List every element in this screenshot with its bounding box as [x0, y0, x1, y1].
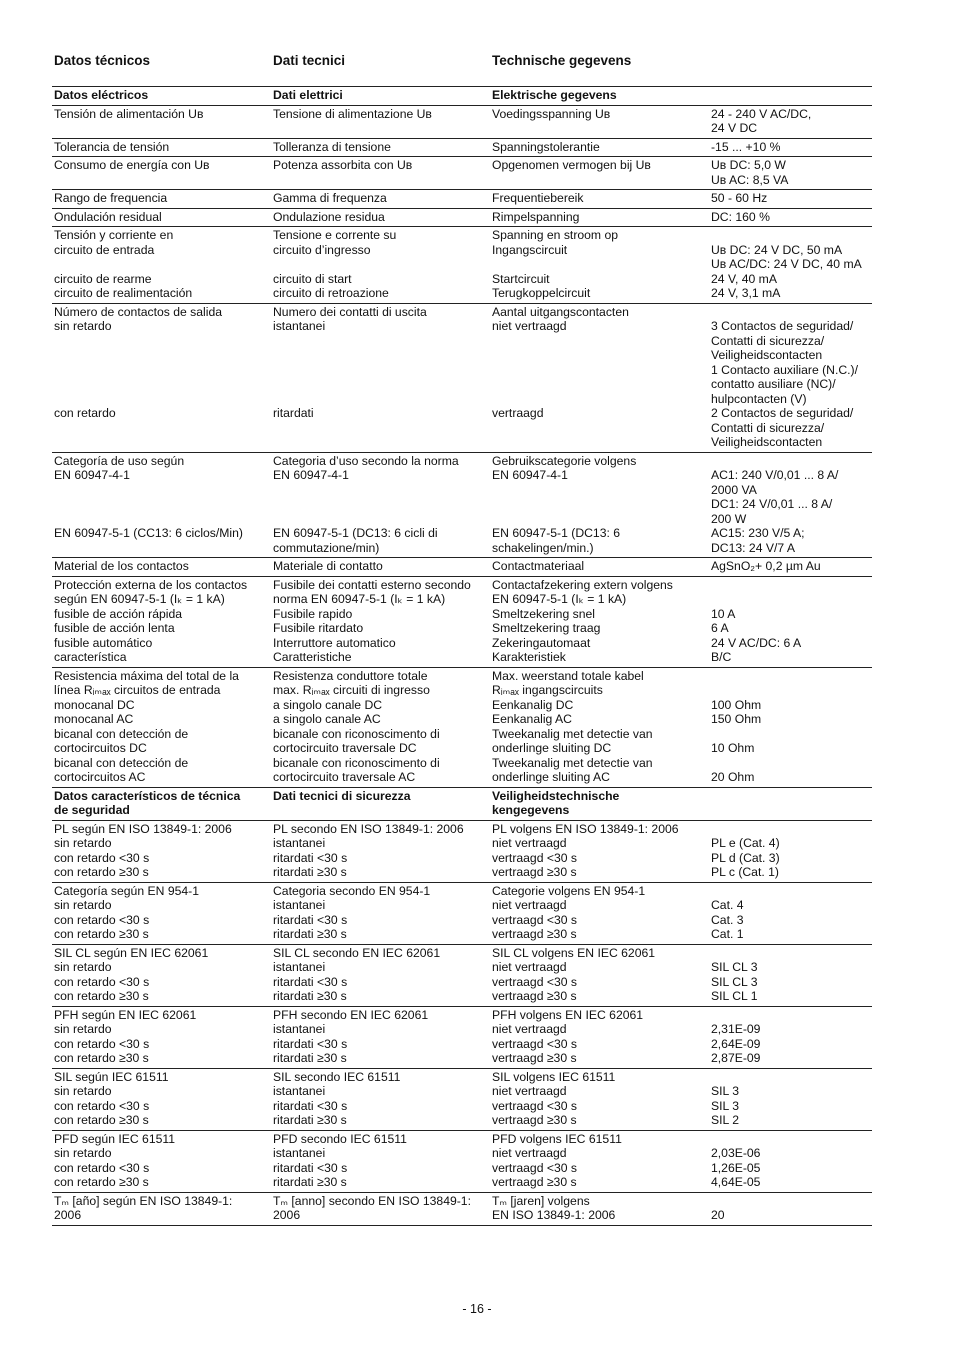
cell-es: Tolerancia de tensión	[52, 138, 271, 157]
cell-it: Potenza assorbita con Uʙ	[271, 157, 490, 190]
cell-value: Uʙ DC: 24 V DC, 50 mA Uʙ AC/DC: 24 V DC, 40 mA 24 V, 40 mA 24 V, 3,1 mA	[709, 227, 872, 304]
table-row	[52, 190, 872, 209]
cell-nl: Veiligheidstechnische kengegevens	[490, 787, 709, 820]
cell-nl: PFD volgens IEC 61511 niet vertraagd vertraagd <30 s vertraagd ≥30 s	[490, 1130, 709, 1192]
cell-it: Categoria d’uso secondo la norma EN 60947-4-1 EN 60947-5-1 (DC13: 6 cicli di commutazione/min)	[271, 452, 490, 558]
cell-nl: SIL CL volgens EN IEC 62061 niet vertraagd vertraagd <30 s vertraagd ≥30 s	[490, 944, 709, 1006]
table-row	[52, 227, 872, 304]
table-row	[52, 1130, 872, 1192]
cell-es: SIL CL según EN IEC 62061 sin retardo con retardo <30 s con retardo ≥30 s	[52, 944, 271, 1006]
cell-it: Fusibile dei contatti esterno secondo norma EN 60947-5-1 (Iₖ = 1 kA) Fusibile rapido Fusibile ritardato Interruttore automatico Caratteristiche	[271, 576, 490, 667]
table-row	[52, 1006, 872, 1068]
cell-it: PL secondo EN ISO 13849-1: 2006 istantanei ritardati <30 s ritardati ≥30 s	[271, 820, 490, 882]
cell-nl: PL volgens EN ISO 13849-1: 2006 niet vertraagd vertraagd <30 s vertraagd ≥30 s	[490, 820, 709, 882]
cell-nl: Spanningstolerantie	[490, 138, 709, 157]
table-row	[52, 558, 872, 577]
cell-nl: Categorie volgens EN 954-1 niet vertraagd vertraagd <30 s vertraagd ≥30 s	[490, 882, 709, 944]
cell-es: PL según EN ISO 13849-1: 2006 sin retardo con retardo <30 s con retardo ≥30 s	[52, 820, 271, 882]
cell-es: PFD según IEC 61511 sin retardo con retardo <30 s con retardo ≥30 s	[52, 1130, 271, 1192]
table-row	[52, 944, 872, 1006]
cell-it: Ondulazione residua	[271, 208, 490, 227]
cell-value: PL e (Cat. 4) PL d (Cat. 3) PL c (Cat. 1)	[709, 820, 872, 882]
cell-it: Tensione di alimentazione Uʙ	[271, 105, 490, 138]
cell-it: Gamma di frequenza	[271, 190, 490, 209]
cell-it: SIL secondo IEC 61511 istantanei ritardati <30 s ritardati ≥30 s	[271, 1068, 490, 1130]
cell-value: Uʙ DC: 5,0 W Uʙ AC: 8,5 VA	[709, 157, 872, 190]
cell-es: Tensión y corriente en circuito de entrada circuito de rearme circuito de realimentación	[52, 227, 271, 304]
cell-nl: Opgenomen vermogen bij Uʙ	[490, 157, 709, 190]
cell-it: Numero dei contatti di uscita istantanei ritardati	[271, 303, 490, 452]
cell-value	[709, 87, 872, 106]
cell-value: 10 A 6 A 24 V AC/DC: 6 A B/C	[709, 576, 872, 667]
cell-es: Número de contactos de salida sin retardo con retardo	[52, 303, 271, 452]
cell-value: Cat. 4 Cat. 3 Cat. 1	[709, 882, 872, 944]
cell-nl: Gebruikscategorie volgens EN 60947-4-1 EN 60947-5-1 (DC13: 6 schakelingen/min.)	[490, 452, 709, 558]
cell-es: Tₘ [año] según EN ISO 13849-1: 2006	[52, 1192, 271, 1225]
cell-value: 24 - 240 V AC/DC, 24 V DC	[709, 105, 872, 138]
cell-value: 2,31E-09 2,64E-09 2,87E-09	[709, 1006, 872, 1068]
cell-value: 2,03E-06 1,26E-05 4,64E-05	[709, 1130, 872, 1192]
cell-nl: Contactmateriaal	[490, 558, 709, 577]
cell-value: 100 Ohm 150 Ohm 10 Ohm 20 Ohm	[709, 667, 872, 787]
table-row	[52, 208, 872, 227]
cell-value: AgSnO₂+ 0,2 µm Au	[709, 558, 872, 577]
cell-it: Tolleranza di tensione	[271, 138, 490, 157]
cell-es: PFH según EN IEC 62061 sin retardo con retardo <30 s con retardo ≥30 s	[52, 1006, 271, 1068]
cell-es: Rango de frequencia	[52, 190, 271, 209]
table-row	[52, 1068, 872, 1130]
cell-value: 3 Contactos de seguridad/ Contatti di sicurezza/ Veiligheidscontacten 1 Contacto auxiliare (N.C.)/ contatto ausiliare (NC)/ hulpcontacten (V) 2 Contactos de seguridad/ Contatti di sicurezza/ Veiligheidscontacten	[709, 303, 872, 452]
cell-it: Resistenza conduttore totale max. Rᵢₘₐₓ circuiti di ingresso a singolo canale DC a singolo canale AC bicanale con riconoscimento di cortocircuito traversale DC bicanale con riconoscimento di cortocircuito traversale AC	[271, 667, 490, 787]
cell-nl: Tₘ [jaren] volgens EN ISO 13849-1: 2006	[490, 1192, 709, 1225]
cell-es: Tensión de alimentación Uʙ	[52, 105, 271, 138]
section-header-row	[52, 87, 872, 106]
table-row	[52, 576, 872, 667]
cell-nl: SIL volgens IEC 61511 niet vertraagd vertraagd <30 s vertraagd ≥30 s	[490, 1068, 709, 1130]
table-row	[52, 105, 872, 138]
cell-it: Dati tecnici di sicurezza	[271, 787, 490, 820]
cell-value: 50 - 60 Hz	[709, 190, 872, 209]
table-row	[52, 820, 872, 882]
heading-it: Dati tecnici	[273, 53, 346, 68]
table-row	[52, 157, 872, 190]
cell-nl: PFH volgens EN IEC 62061 niet vertraagd vertraagd <30 s vertraagd ≥30 s	[490, 1006, 709, 1068]
cell-es: Categoría de uso según EN 60947-4-1 EN 60947-5-1 (CC13: 6 ciclos/Min)	[52, 452, 271, 558]
cell-nl: Rimpelspanning	[490, 208, 709, 227]
cell-value: -15 ... +10 %	[709, 138, 872, 157]
cell-nl: Voedingsspanning Uʙ	[490, 105, 709, 138]
cell-it: PFD secondo IEC 61511 istantanei ritardati <30 s ritardati ≥30 s	[271, 1130, 490, 1192]
cell-value: SIL CL 3 SIL CL 3 SIL CL 1	[709, 944, 872, 1006]
technical-data-table	[52, 86, 872, 1226]
cell-es: Datos eléctricos	[52, 87, 271, 106]
cell-it: Categoria secondo EN 954-1 istantanei ritardati <30 s ritardati ≥30 s	[271, 882, 490, 944]
cell-es: Categoría según EN 954-1 sin retardo con retardo <30 s con retardo ≥30 s	[52, 882, 271, 944]
table-row	[52, 452, 872, 558]
page-number: - 16 -	[462, 1302, 492, 1316]
cell-value: SIL 3 SIL 3 SIL 2	[709, 1068, 872, 1130]
cell-es: Consumo de energía con Uʙ	[52, 157, 271, 190]
cell-nl: Spanning en stroom op Ingangscircuit Startcircuit Terugkoppelcircuit	[490, 227, 709, 304]
cell-it: SIL CL secondo EN IEC 62061 istantanei ritardati <30 s ritardati ≥30 s	[271, 944, 490, 1006]
cell-it: Tensione e corrente su circuito d’ingresso circuito di start circuito di retroazione	[271, 227, 490, 304]
cell-es: SIL según IEC 61511 sin retardo con retardo <30 s con retardo ≥30 s	[52, 1068, 271, 1130]
cell-value: DC: 160 %	[709, 208, 872, 227]
table-row	[52, 667, 872, 787]
cell-it: PFH secondo EN IEC 62061 istantanei ritardati <30 s ritardati ≥30 s	[271, 1006, 490, 1068]
cell-nl: Contactafzekering extern volgens EN 60947-5-1 (Iₖ = 1 kA) Smeltzekering snel Smeltzekering traag Zekeringautomaat Karakteristiek	[490, 576, 709, 667]
cell-nl: Frequentiebereik	[490, 190, 709, 209]
cell-nl: Max. weerstand totale kabel Rᵢₘₐₓ ingangscircuits Eenkanalig DC Eenkanalig AC Tweekanalig met detectie van onderlinge sluiting DC Tweekanalig met detectie van onderlinge sluiting AC	[490, 667, 709, 787]
cell-es: Datos característicos de técnica de seguridad	[52, 787, 271, 820]
cell-nl: Aantal uitgangscontacten niet vertraagd vertraagd	[490, 303, 709, 452]
table-row	[52, 882, 872, 944]
section-header-row	[52, 787, 872, 820]
cell-it: Dati elettrici	[271, 87, 490, 106]
table-row	[52, 1192, 872, 1225]
cell-value	[709, 787, 872, 820]
table-row	[52, 138, 872, 157]
cell-es: Protección externa de los contactos según EN 60947-5-1 (Iₖ = 1 kA) fusible de acción rápida fusible de acción lenta fusible automático característica	[52, 576, 271, 667]
cell-value: 20	[709, 1192, 872, 1225]
cell-es: Material de los contactos	[52, 558, 271, 577]
heading-es: Datos técnicos	[54, 53, 151, 68]
table-row	[52, 303, 872, 452]
cell-nl: Elektrische gegevens	[490, 87, 709, 106]
cell-it: Materiale di contatto	[271, 558, 490, 577]
cell-value: AC1: 240 V/0,01 ... 8 A/ 2000 VA DC1: 24 V/0,01 ... 8 A/ 200 W AC15: 230 V/5 A; DC13: 24 V/7 A	[709, 452, 872, 558]
heading-nl: Technische gegevens	[492, 53, 632, 68]
cell-es: Resistencia máxima del total de la línea Rᵢₘₐₓ circuitos de entrada monocanal DC monocanal AC bicanal con detección de cortocircuitos DC bicanal con detección de cortocircuitos AC	[52, 667, 271, 787]
cell-es: Ondulación residual	[52, 208, 271, 227]
cell-it: Tₘ [anno] secondo EN ISO 13849-1: 2006	[271, 1192, 490, 1225]
